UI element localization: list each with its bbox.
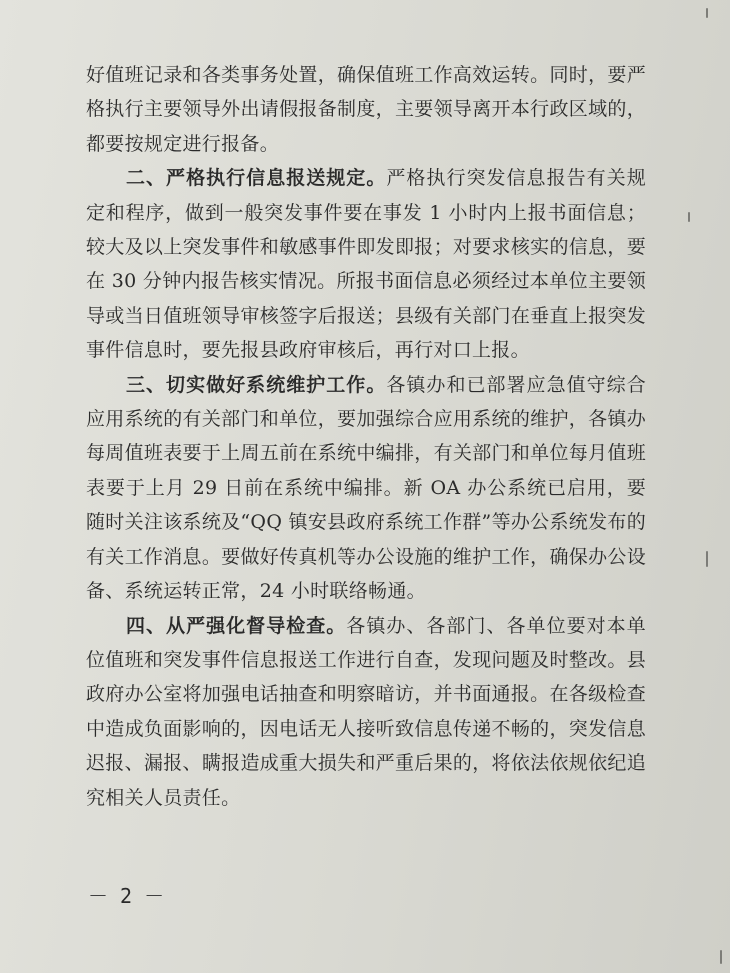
section-2-paragraph	[86, 161, 646, 367]
section-3-paragraph	[86, 368, 646, 609]
page-number: － 2 －	[88, 884, 165, 908]
margin-mark-lower	[706, 551, 708, 567]
section-4-text: 各镇办、各部门、各单位要对本单位值班和突发事件信息报送工作进行自查，发现问题及时整改。县政府办公室将加强电话抽查和明察暗访，并书面通报。在各级检查中造成负面影响的，因电话无人接听致信息传递不畅的，突发信息迟报、漏报、瞒报造成重大损失和严重后果的，将依法依规依纪追究相关人员责任。	[86, 614, 646, 809]
section-2-heading: 二、严格执行信息报送规定。	[126, 167, 387, 190]
intro-text: 好值班记录和各类事务处置，确保值班工作高效运转。同时，要严格执行主要领导外出请假报备制度，主要领导离开本行政区域的，都要按规定进行报备。	[86, 64, 646, 155]
intro-paragraph	[86, 58, 646, 161]
section-2-text: 严格执行突发信息报告有关规定和程序，做到一般突发事件要在事发 1 小时内上报书面信息；较大及以上突发事件和敏感事件即发即报；对要求核实的信息，要在 30 分钟内报告核实情况。所报书面信息必须经过本单位主要领导或当日值班领导审核签字后报送；县级有关部门在垂直上报突发事件信息时，要先报县政府审核后，再行对口上报。	[86, 167, 646, 362]
margin-mark-middle	[688, 212, 690, 222]
section-3-heading: 三、切实做好系统维护工作。	[126, 373, 387, 396]
section-4-heading: 四、从严强化督导检查。	[126, 614, 347, 637]
document-body	[86, 58, 646, 815]
section-4-paragraph	[86, 609, 646, 815]
section-3-text: 各镇办和已部署应急值守综合应用系统的有关部门和单位，要加强综合应用系统的维护，各镇办每周值班表要于上周五前在系统中编排，有关部门和单位每月值班表要于上月 29 日前在系统中编排。新 OA 办公系统已启用，要随时关注该系统及“QQ 镇安县政府系统工作群”等办公系统发布的有关工作消息。要做好传真机等办公设施的维护工作，确保办公设备、系统运转正常，24 小时联络畅通。	[86, 373, 646, 603]
margin-mark-top	[706, 8, 708, 18]
margin-mark-bottom	[720, 950, 722, 964]
